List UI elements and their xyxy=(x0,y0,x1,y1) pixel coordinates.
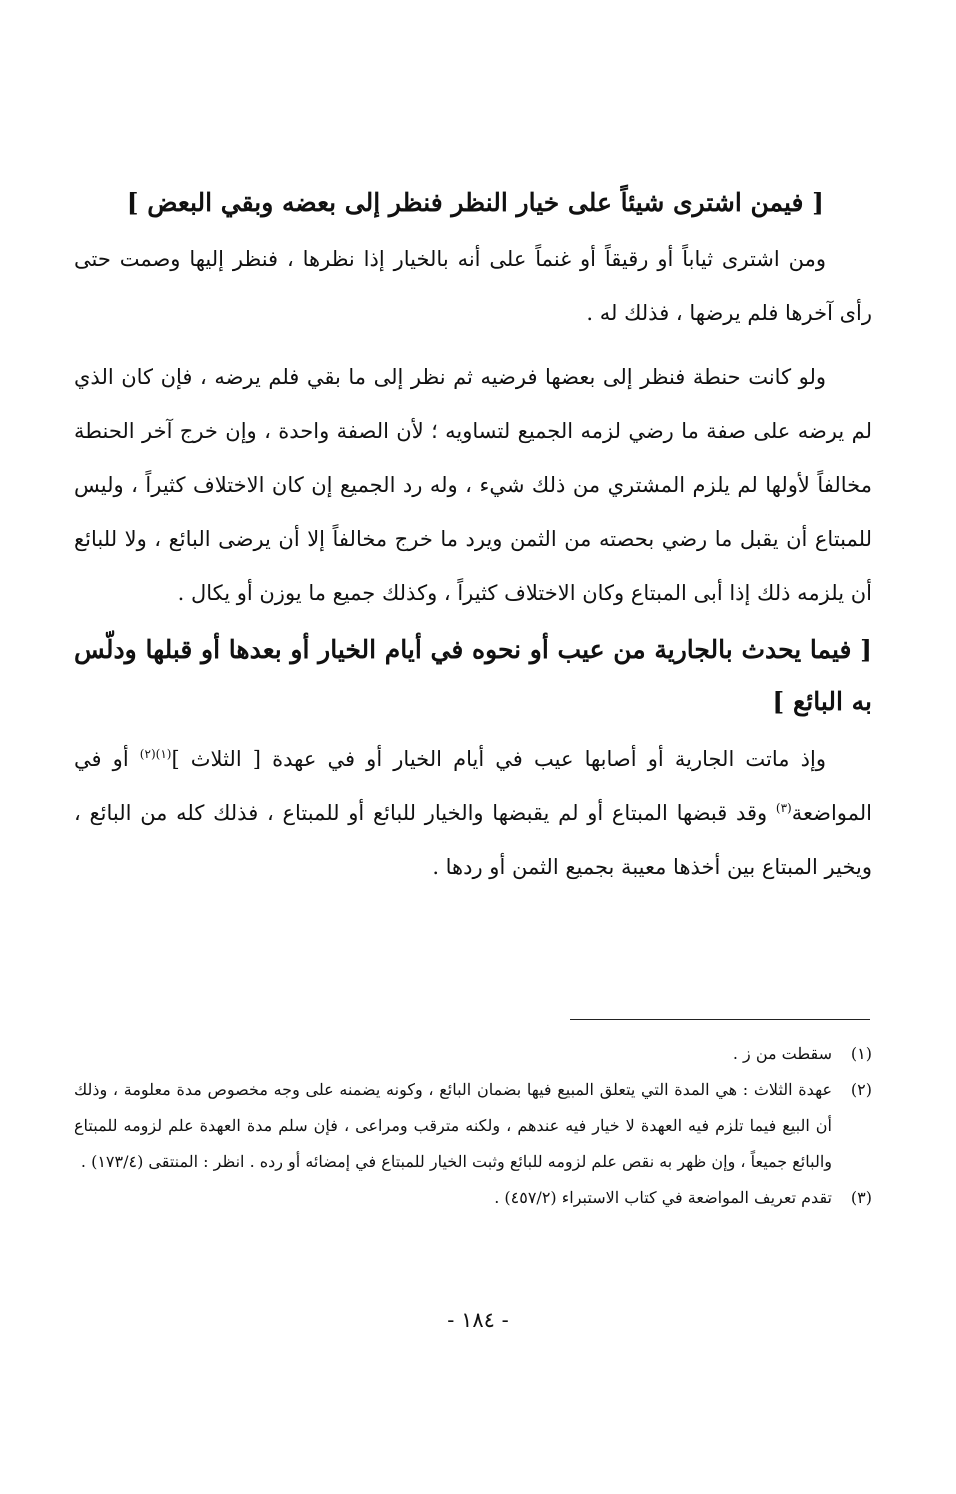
paragraph-3-part-2: أو في المواضعة xyxy=(74,747,872,825)
footnotes xyxy=(74,1036,872,1216)
footnote-text: عهدة الثلاث : هي المدة التي يتعلق المبيع فيها بضمان البائع ، وكونه يضمنه على وجه مخصوص مدة معلومة ، وذلك أن البيع فيما تلزم فيه العهدة لا خيار فيه عندهم ، ولكنه مترقب ومراعى ، فإن سلم مدة العهدة علم لزومه للمبتاع والبائع جميعاً ، وإن ظهر به نقص علم لزومه للبائع وثبت الخيار للمبتاع في إمضائه أو رده . انظر : المنتقى (١٧٣/٤) . xyxy=(74,1080,832,1171)
main-text xyxy=(74,178,872,894)
section-heading-1: [ فيمن اشترى شيئاً على خيار النظر فنظر إلى بعضه وبقي البعض ] xyxy=(126,188,824,217)
paragraph-2: ولو كانت حنطة فنظر إلى بعضها فرضيه ثم نظر إلى ما بقي فلم يرضه ، فإن كان الذي لم يرضه على صفة ما رضي لزمه الجميع لتساويه ؛ لأن الصفة واحدة ، وإن خرج آخر الحنطة مخالفاً لأولها لم يلزم المشتري من ذلك شيء ، وله رد الجميع إن كان الاختلاف كثيراً ، وليس للمبتاع أن يقبل ما رضي بحصته من الثمن ويرد ما خرج مخالفاً إلا أن يرضى البائع ، ولا للبائع أن يلزمه ذلك إذا أبى المبتاع وكان الاختلاف كثيراً ، وكذلك جميع ما يوزن أو يكال . xyxy=(74,365,872,605)
footnote-number: (٣) xyxy=(850,1188,872,1207)
footnote-text: تقدم تعريف المواضعة في كتاب الاستبراء (٤٥٧/٢) . xyxy=(494,1188,832,1207)
footnote-number: (٢) xyxy=(850,1080,872,1099)
paragraph-1: ومن اشترى ثياباً أو رقيقاً أو غنماً على أنه بالخيار إذا نظرها ، فنظر إليها وصمت حتى رأى آخرها فلم يرضها ، فذلك له . xyxy=(74,247,872,325)
paragraph-3 xyxy=(74,732,872,894)
footnote-text: سقطت من ز . xyxy=(732,1044,832,1063)
footnote-3 xyxy=(74,1180,872,1216)
footnote-separator xyxy=(570,1019,870,1020)
footnote-1 xyxy=(74,1036,872,1072)
paragraph-3-part-3: وقد قبضها المبتاع أو لم يقبضها والخيار للبائع أو للمبتاع ، فذلك كله من البائع ، ويخير المبتاع بين أخذها معيبة بجميع الثمن أو ردها . xyxy=(74,801,872,879)
footnote-ref-1-2: (١)(٢) xyxy=(139,747,172,761)
footnote-number: (١) xyxy=(850,1044,872,1063)
section-heading-2: [ فيما يحدث بالجارية من عيب أو نحوه في أيام الخيار أو بعدها أو قبلها ودلّس به البائع ] xyxy=(74,635,872,716)
footnote-ref-3: (٣) xyxy=(775,801,792,815)
page-number: - ١٨٤ - xyxy=(447,1308,509,1332)
paragraph-3-part-1: وإذ ماتت الجارية أو أصابها عيب في أيام الخيار أو في عهدة [ الثلاث ] xyxy=(171,747,826,771)
footnote-2 xyxy=(74,1072,872,1180)
